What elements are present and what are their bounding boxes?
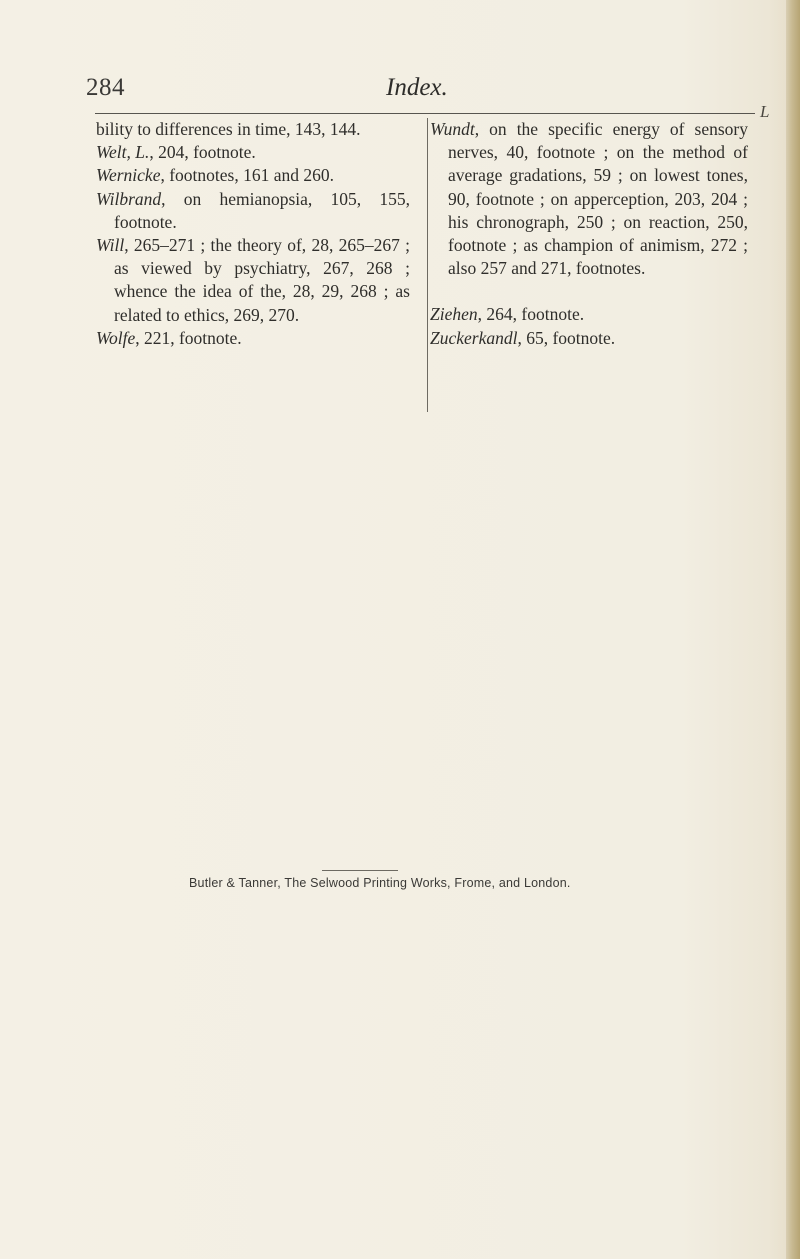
entry-text: , on the specific energy of sensory nerves, 40, footnote ; on the method of average gradations, 59 ; on lowest tones, 90, footnote ; on apperception, 203, 204 ; his chronograph, 250 ; on reaction, 250, footnote ; as champion of animism, 272 ; also 257 and 271, footnotes. xyxy=(448,119,748,279)
page-binding-edge xyxy=(786,0,800,1259)
entry-text: , 264, footnote. xyxy=(477,304,585,325)
entry-text: bility to differences in time, 143, 144. xyxy=(96,119,361,139)
entry-text: , footnotes, 161 and 260. xyxy=(160,165,334,186)
entry-name: Will xyxy=(96,235,125,256)
entry-text: , 204, footnote. xyxy=(149,142,256,163)
entry-text: , 221, footnote. xyxy=(135,327,242,348)
entry-name: Welt, L. xyxy=(96,142,150,163)
entry-text: , 265–271 ; the theory of, 28, 265–267 ; as viewed by psychiatry, 267, 268 ; whence the idea of the, 28, 29, 268 ; as related to ethics, 269, 270. xyxy=(114,235,410,325)
entry-name: Wilbrand xyxy=(96,188,162,209)
index-entry xyxy=(96,141,410,164)
page-number: 284 xyxy=(86,74,125,101)
entry-name: Wundt xyxy=(430,119,475,139)
index-entry xyxy=(96,164,410,187)
entry-name: Wernicke xyxy=(96,165,161,186)
index-entry xyxy=(96,327,410,350)
index-entry xyxy=(96,234,410,327)
index-column-right xyxy=(427,118,748,412)
index-entry xyxy=(430,303,748,326)
index-column-left xyxy=(96,118,410,350)
imprint-rule xyxy=(322,870,398,871)
entry-text: , on hemianopsia, 105, 155, footnote. xyxy=(114,188,410,232)
header-rule xyxy=(95,113,755,114)
running-head: Index. xyxy=(386,74,448,101)
entry-name: Wolfe xyxy=(96,327,136,348)
index-entry xyxy=(96,118,410,141)
index-entry xyxy=(96,188,410,234)
corner-mark: L xyxy=(760,102,770,121)
entry-name: Ziehen xyxy=(430,304,478,325)
index-entry xyxy=(430,327,748,350)
section-gap xyxy=(430,280,748,303)
entry-text: , 65, footnote. xyxy=(517,327,616,348)
entry-name: Zuckerkandl xyxy=(430,327,518,348)
index-entry xyxy=(430,118,748,280)
printer-imprint: Butler & Tanner, The Selwood Printing Works, Frome, and London. xyxy=(189,876,571,890)
